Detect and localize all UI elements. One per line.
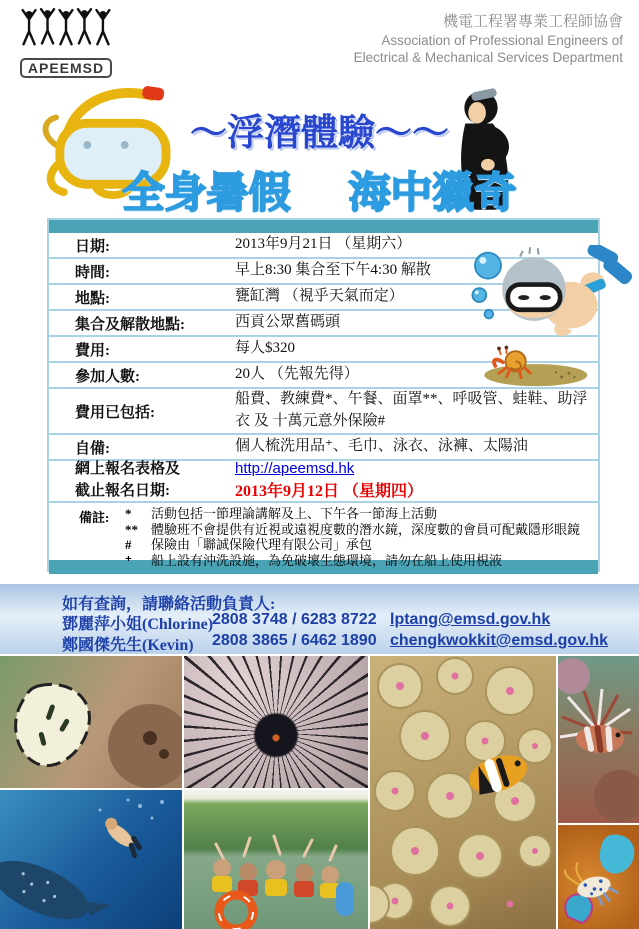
row-time-label: 時間: [75,264,110,281]
row-registration-value [235,458,598,504]
photo-anemone-clownfish [370,656,556,929]
note-text: 活動包括一節理論講解及上、下午各一節海上活動 [151,506,438,521]
contact-phones: 2808 3748 / 6283 8722 [212,611,377,628]
organisation-name-en-line2: Electrical & Mechanical Services Department [353,50,623,66]
photo-lionfish [558,656,639,823]
note-symbol: * [125,506,132,521]
row-location-label: 地點: [75,290,110,307]
registration-label-line2: 截止報名日期: [75,483,170,499]
note-symbol: ⁺ [125,553,132,569]
row-participants-label: 參加人數: [75,368,140,385]
row-bring-own-value: 個人梳洗用品⁺、毛巾、泳衣、泳褲、太陽油 [235,438,528,455]
apeemsd-logo [16,8,116,78]
registration-url-link[interactable]: http://apeemsd.hk [235,460,355,478]
row-date-label: 日期: [75,238,110,255]
photo-nudibranch [0,656,182,788]
row-registration [49,461,598,503]
note-symbol: # [125,537,132,553]
registration-deadline: 2013年9月12日 （星期四） [235,483,424,500]
note-item [125,554,598,569]
table-top-bar [49,220,598,233]
photo-snorkeller-whale-shark [0,790,182,929]
note-item [125,538,598,553]
row-notes [49,503,598,569]
main-title: ～浮潛體驗～～ [190,113,449,154]
logo-text: APEEMSD [20,58,112,78]
row-meeting-point-value: 西貢公眾舊碼頭 [235,314,341,331]
contact-heading: 如有查詢，請聯絡活動負責人: [62,596,276,613]
note-symbol: ** [125,521,138,537]
photo-spotted-shrimp [558,825,639,929]
row-bring-own-label: 自備: [75,440,110,457]
photo-grid [0,656,639,929]
contact-email-link[interactable]: lptang@emsd.gov.hk [390,611,551,628]
contact-name: 鄧麗萍小姐(Chlorine) [62,616,214,633]
row-fee-value: 每人$320 [235,340,296,357]
contact-email-link[interactable]: chengkwokkit@emsd.gov.hk [390,632,609,649]
note-item [125,523,598,538]
subtitle-right: 海中獵奇 [348,171,517,217]
row-registration-label [49,459,235,503]
row-date-value: 2013年9月21日 （星期六） [235,236,412,253]
note-text: 船上設有沖洗設施，為免破壞生態環境，請勿在船上使用梘液 [151,553,503,569]
notes-label: 備註: [79,510,110,525]
organisation-name [354,12,623,67]
note-text: 保險由「聯誠保險代理有限公司」承包 [151,537,373,553]
row-time-value: 早上8:30 集合至下午4:30 解散 [235,262,431,279]
stick-figures-icon [18,38,114,55]
row-bring-own [49,435,598,461]
organisation-name-en-line1: Association of Professional Engineers of [381,32,623,48]
organisation-name-zh: 機電工程署專業工程師協會 [442,13,623,30]
subtitle [0,160,639,220]
hermit-crab-icon [478,342,590,393]
contact-name: 鄭國傑先生(Kevin) [62,637,194,654]
row-meeting-point-label: 集合及解散地點: [75,316,185,333]
row-fee-includes [49,389,598,435]
contact-section [0,584,639,654]
photo-sea-urchin [184,656,368,788]
subtitle-left: 全身暑假 [122,171,291,217]
row-fee-label: 費用: [75,342,110,359]
note-item [125,507,598,522]
registration-label-line1: 網上報名表格及 [75,461,181,478]
row-fee-includes-value: 船費、教練費*、午餐、面罩**、呼吸管、蛙鞋、助浮衣 及 十萬元意外保險# [235,391,588,429]
row-location-value: 甕缸灣 （視乎天氣而定） [235,288,404,305]
contact-phones: 2808 3865 / 6462 1890 [212,632,377,649]
photo-snorkel-group [184,790,368,929]
row-fee-includes-label: 費用已包括: [75,404,155,421]
row-participants-value: 20人 （先報先得） [235,366,359,383]
note-text: 體驗班不會提供有近視或遠視度數的潛水鏡，深度數的會員可配戴隱形眼鏡 [151,521,581,537]
